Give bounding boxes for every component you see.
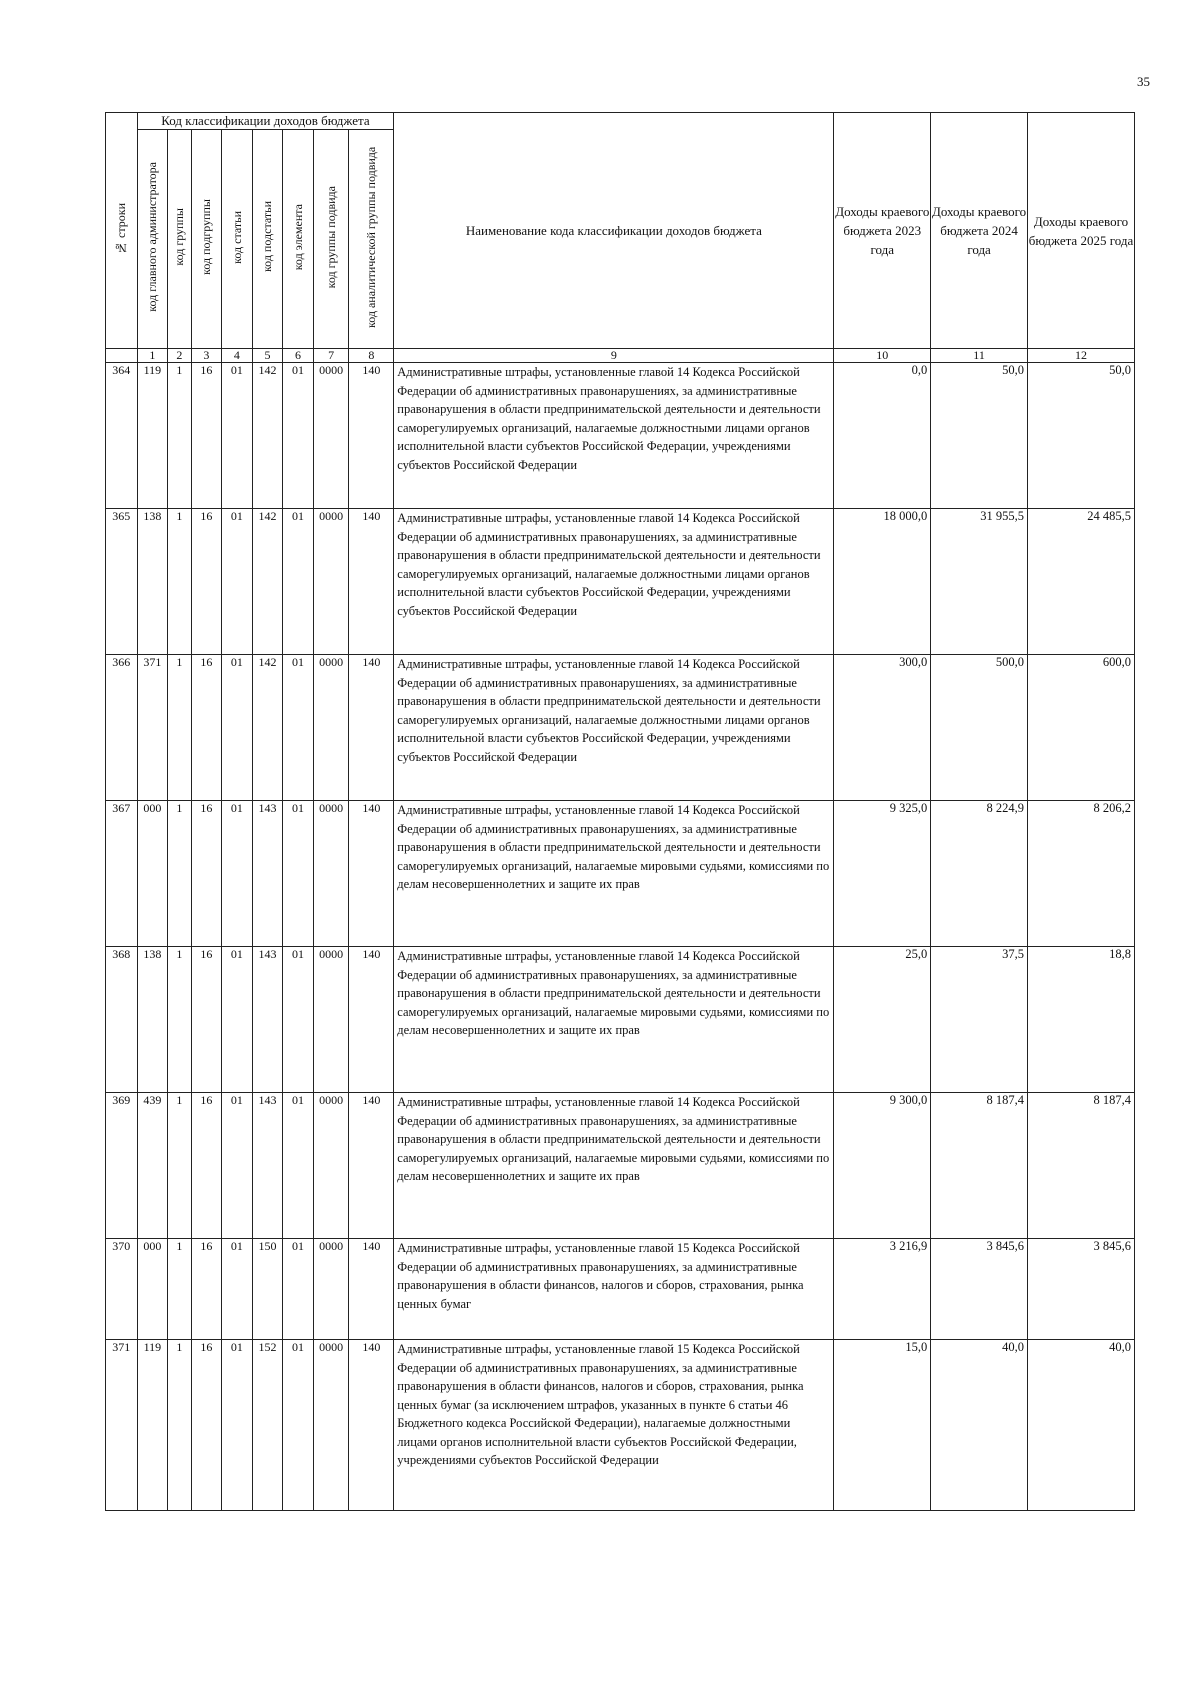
code-group: 1 (168, 1239, 191, 1340)
code-subtype-group: 0000 (313, 363, 349, 509)
amount-2023: 9 300,0 (834, 1093, 931, 1239)
code-element: 01 (283, 1239, 314, 1340)
code-group: 1 (168, 1340, 191, 1511)
code-admin: 371 (137, 655, 168, 801)
amount-2024: 8 224,9 (931, 801, 1028, 947)
header-year-2023: Доходы краевого бюджета 2023 года (834, 113, 931, 349)
header-year-2024: Доходы краевого бюджета 2024 года (931, 113, 1028, 349)
code-subtype-group: 0000 (313, 1239, 349, 1340)
amount-2024: 37,5 (931, 947, 1028, 1093)
code-subgroup: 16 (191, 1093, 222, 1239)
column-number: 8 (349, 349, 394, 363)
code-element: 01 (283, 801, 314, 947)
column-number: 5 (252, 349, 283, 363)
amount-2024: 40,0 (931, 1340, 1028, 1511)
column-number (106, 349, 138, 363)
code-subgroup: 16 (191, 655, 222, 801)
revenue-code-name: Административные штрафы, установленные главой 14 Кодекса Российской Федерации об административных правонарушениях, за административные правонарушения в области предпринимательской деятельности и деятельности саморегулируемых организаций, налагаемые должностными лицами органов исполнительной власти субъектов Российской Федерации, учреждениями субъектов Российской Федерации (394, 363, 834, 509)
code-subtype-group: 0000 (313, 655, 349, 801)
row-number: 367 (106, 801, 138, 947)
code-article: 01 (222, 801, 253, 947)
page-number: 35 (1137, 74, 1150, 89)
code-subarticle: 152 (252, 1340, 283, 1511)
code-subarticle: 142 (252, 509, 283, 655)
amount-2024: 50,0 (931, 363, 1028, 509)
code-admin: 138 (137, 509, 168, 655)
header-code-subarticle: код подстатьи (252, 130, 283, 349)
code-admin: 439 (137, 1093, 168, 1239)
code-analytic-group: 140 (349, 947, 394, 1093)
revenue-code-name: Административные штрафы, установленные главой 15 Кодекса Российской Федерации об административных правонарушениях, за административные правонарушения в области финансов, налогов и сборов, страхования, рынка ценных бумаг (за исключением штрафов, указанных в пункте 6 статьи 46 Бюджетного кодекса Российской Федерации), налагаемые должностными лицами органов исполнительной власти субъектов Российской Федерации, учреждениями субъектов Российской Федерации (394, 1340, 834, 1511)
revenue-code-name: Административные штрафы, установленные главой 14 Кодекса Российской Федерации об административных правонарушениях, за административные правонарушения в области предпринимательской деятельности и деятельности саморегулируемых организаций, налагаемые мировыми судьями, комиссиями по делам несовершеннолетних и защите их прав (394, 1093, 834, 1239)
amount-2024: 8 187,4 (931, 1093, 1028, 1239)
code-article: 01 (222, 947, 253, 1093)
code-article: 01 (222, 509, 253, 655)
revenue-code-name: Административные штрафы, установленные главой 14 Кодекса Российской Федерации об административных правонарушениях, за административные правонарушения в области предпринимательской деятельности и деятельности саморегулируемых организаций, налагаемые мировыми судьями, комиссиями по делам несовершеннолетних и защите их прав (394, 801, 834, 947)
amount-2025: 600,0 (1027, 655, 1134, 801)
table-row (106, 509, 1135, 655)
code-subtype-group: 0000 (313, 509, 349, 655)
code-subgroup: 16 (191, 1340, 222, 1511)
column-number: 12 (1027, 349, 1134, 363)
amount-2025: 50,0 (1027, 363, 1134, 509)
code-article: 01 (222, 655, 253, 801)
code-subtype-group: 0000 (313, 1093, 349, 1239)
column-number: 9 (394, 349, 834, 363)
code-element: 01 (283, 1093, 314, 1239)
code-subgroup: 16 (191, 947, 222, 1093)
code-admin: 119 (137, 363, 168, 509)
amount-2023: 3 216,9 (834, 1239, 931, 1340)
budget-revenue-table (105, 112, 1135, 1511)
amount-2023: 18 000,0 (834, 509, 931, 655)
column-number: 10 (834, 349, 931, 363)
code-group: 1 (168, 363, 191, 509)
header-code-subgroup: код подгруппы (191, 130, 222, 349)
amount-2025: 24 485,5 (1027, 509, 1134, 655)
revenue-code-name: Административные штрафы, установленные главой 15 Кодекса Российской Федерации об административных правонарушениях, за административные правонарушения в области финансов, налогов и сборов, страхования, рынка ценных бумаг (394, 1239, 834, 1340)
row-number: 366 (106, 655, 138, 801)
header-code-group: Код классификации доходов бюджета (137, 113, 394, 130)
amount-2025: 18,8 (1027, 947, 1134, 1093)
row-number: 368 (106, 947, 138, 1093)
column-number: 1 (137, 349, 168, 363)
code-subarticle: 142 (252, 363, 283, 509)
code-subarticle: 142 (252, 655, 283, 801)
amount-2025: 8 187,4 (1027, 1093, 1134, 1239)
code-element: 01 (283, 1340, 314, 1511)
code-article: 01 (222, 363, 253, 509)
table-row (106, 1340, 1135, 1511)
header-code-element: код элемента (283, 130, 314, 349)
row-number: 370 (106, 1239, 138, 1340)
amount-2024: 500,0 (931, 655, 1028, 801)
code-analytic-group: 140 (349, 655, 394, 801)
column-number: 7 (313, 349, 349, 363)
table-row (106, 655, 1135, 801)
header-code-subtype-group: код группы подвида (313, 130, 349, 349)
code-analytic-group: 140 (349, 363, 394, 509)
column-number: 11 (931, 349, 1028, 363)
table-row (106, 1093, 1135, 1239)
amount-2024: 3 845,6 (931, 1239, 1028, 1340)
table-row (106, 947, 1135, 1093)
amount-2023: 300,0 (834, 655, 931, 801)
code-group: 1 (168, 801, 191, 947)
code-analytic-group: 140 (349, 1239, 394, 1340)
code-group: 1 (168, 947, 191, 1093)
header-name-column: Наименование кода классификации доходов бюджета (394, 113, 834, 349)
code-element: 01 (283, 363, 314, 509)
row-number: 364 (106, 363, 138, 509)
revenue-code-name: Административные штрафы, установленные главой 14 Кодекса Российской Федерации об административных правонарушениях, за административные правонарушения в области предпринимательской деятельности и деятельности саморегулируемых организаций, налагаемые должностными лицами органов исполнительной власти субъектов Российской Федерации, учреждениями субъектов Российской Федерации (394, 509, 834, 655)
code-admin: 000 (137, 801, 168, 947)
code-analytic-group: 140 (349, 1093, 394, 1239)
column-number: 2 (168, 349, 191, 363)
code-group: 1 (168, 655, 191, 801)
header-code-analytic-group: код аналитической группы подвида (349, 130, 394, 349)
code-subarticle: 143 (252, 947, 283, 1093)
code-article: 01 (222, 1340, 253, 1511)
code-group: 1 (168, 509, 191, 655)
amount-2025: 3 845,6 (1027, 1239, 1134, 1340)
code-group: 1 (168, 1093, 191, 1239)
code-subtype-group: 0000 (313, 947, 349, 1093)
table-row (106, 363, 1135, 509)
code-admin: 119 (137, 1340, 168, 1511)
code-analytic-group: 140 (349, 801, 394, 947)
amount-2023: 0,0 (834, 363, 931, 509)
amount-2024: 31 955,5 (931, 509, 1028, 655)
code-admin: 000 (137, 1239, 168, 1340)
header-code-group-col: код группы (168, 130, 191, 349)
column-number: 4 (222, 349, 253, 363)
amount-2023: 25,0 (834, 947, 931, 1093)
header-code-article: код статьи (222, 130, 253, 349)
header-row-no: № строки (106, 113, 138, 349)
code-subgroup: 16 (191, 1239, 222, 1340)
revenue-code-name: Административные штрафы, установленные главой 14 Кодекса Российской Федерации об административных правонарушениях, за административные правонарушения в области предпринимательской деятельности и деятельности саморегулируемых организаций, налагаемые должностными лицами органов исполнительной власти субъектов Российской Федерации, учреждениями субъектов Российской Федерации (394, 655, 834, 801)
code-admin: 138 (137, 947, 168, 1093)
code-element: 01 (283, 509, 314, 655)
table-row (106, 801, 1135, 947)
row-number: 369 (106, 1093, 138, 1239)
column-number: 3 (191, 349, 222, 363)
code-subgroup: 16 (191, 363, 222, 509)
header-code-admin: код главного администратора (137, 130, 168, 349)
code-analytic-group: 140 (349, 509, 394, 655)
amount-2023: 9 325,0 (834, 801, 931, 947)
amount-2025: 40,0 (1027, 1340, 1134, 1511)
revenue-code-name: Административные штрафы, установленные главой 14 Кодекса Российской Федерации об административных правонарушениях, за административные правонарушения в области предпринимательской деятельности и деятельности саморегулируемых организаций, налагаемые мировыми судьями, комиссиями по делам несовершеннолетних и защите их прав (394, 947, 834, 1093)
table-row (106, 1239, 1135, 1340)
amount-2025: 8 206,2 (1027, 801, 1134, 947)
row-number: 365 (106, 509, 138, 655)
code-subgroup: 16 (191, 801, 222, 947)
row-number: 371 (106, 1340, 138, 1511)
header-year-2025: Доходы краевого бюджета 2025 года (1027, 113, 1134, 349)
code-subarticle: 150 (252, 1239, 283, 1340)
code-element: 01 (283, 947, 314, 1093)
code-subarticle: 143 (252, 1093, 283, 1239)
column-number: 6 (283, 349, 314, 363)
code-article: 01 (222, 1239, 253, 1340)
code-subarticle: 143 (252, 801, 283, 947)
code-analytic-group: 140 (349, 1340, 394, 1511)
amount-2023: 15,0 (834, 1340, 931, 1511)
code-element: 01 (283, 655, 314, 801)
code-subtype-group: 0000 (313, 801, 349, 947)
code-subtype-group: 0000 (313, 1340, 349, 1511)
code-article: 01 (222, 1093, 253, 1239)
code-subgroup: 16 (191, 509, 222, 655)
column-numbers-row (106, 349, 1135, 363)
